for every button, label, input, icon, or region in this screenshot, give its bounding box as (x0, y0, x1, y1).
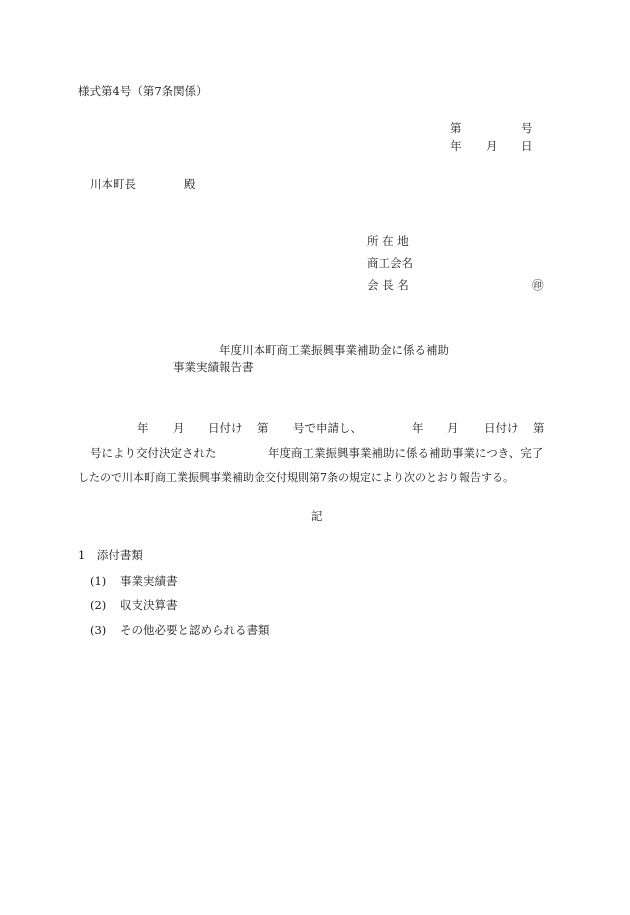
list-item-text: 収支決算書 (120, 598, 178, 612)
form-label: 様式第4号（第7条関係） (78, 84, 208, 98)
list-item-text: その他必要と認められる書類 (120, 623, 270, 637)
list-item-text: 事業実績書 (120, 574, 178, 588)
body-line-3: したので川本町商工業振興事業補助金交付規則第7条の規定により次のとおり報告する。 (78, 471, 514, 484)
body-dai-1: 第 (257, 421, 269, 435)
doc-date-year: 年 (450, 139, 462, 153)
title-line-1: 年度川本町商工業振興事業補助金に係る補助 (219, 343, 449, 357)
body-month-2: 月 (447, 421, 459, 435)
body-line-2-part-1: 号により交付決定された (90, 446, 217, 460)
doc-date-day: 日 (521, 139, 533, 153)
body-year-1: 年 (137, 421, 149, 435)
applicant-location-label: 所 在 地 (367, 234, 409, 248)
ki-marker: 記 (311, 509, 323, 523)
body-dated-1: 日付け (208, 421, 243, 435)
body-year-2: 年 (412, 421, 424, 435)
applicant-head-label: 会 長 名 (367, 278, 409, 292)
body-dated-2: 日付け (484, 421, 519, 435)
list-item-num: (3) (90, 623, 107, 637)
list-item-num: (2) (90, 598, 107, 612)
doc-number-dai: 第 (450, 121, 462, 135)
doc-date-month: 月 (486, 139, 498, 153)
title-line-2: 事業実績報告書 (173, 360, 254, 374)
body-month-1: 月 (173, 421, 185, 435)
list-item-num: (1) (90, 574, 107, 588)
seal-mark: ㊞ (532, 278, 544, 292)
body-applied: 号で申請し、 (293, 421, 362, 435)
addressee-name: 川本町長 (90, 177, 136, 191)
applicant-org-label: 商工会名 (367, 256, 413, 270)
body-dai-2: 第 (533, 421, 545, 435)
doc-number-go: 号 (521, 121, 533, 135)
section-heading: 1 添付書類 (78, 548, 143, 562)
addressee-honorific: 殿 (184, 177, 196, 191)
body-line-2-part-2: 年度商工業振興事業補助に係る補助事業につき、完了 (268, 446, 544, 460)
